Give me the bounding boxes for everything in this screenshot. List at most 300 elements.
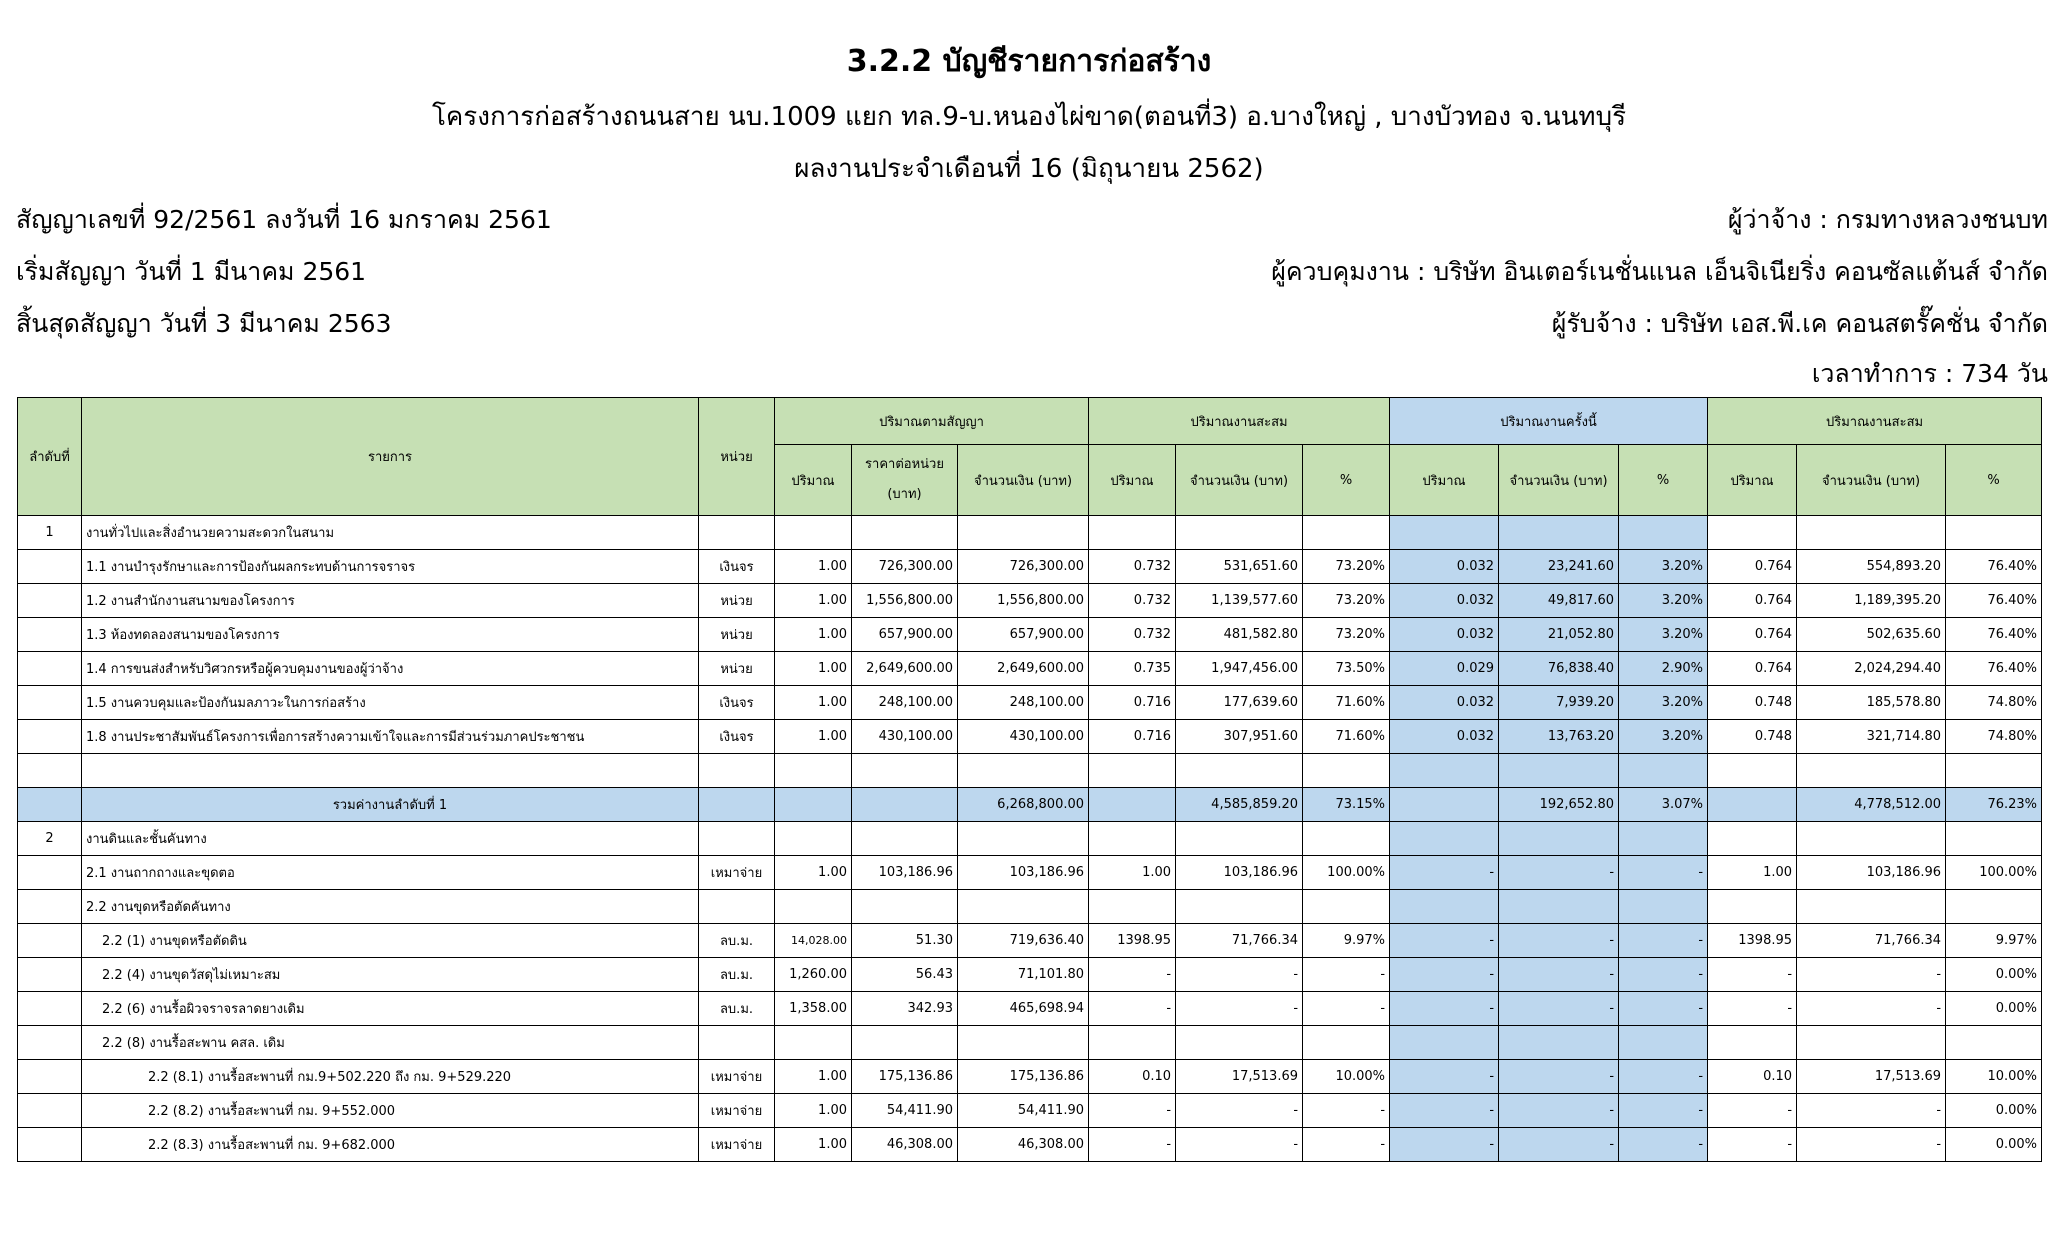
cell-c-amt	[958, 516, 1089, 550]
table-row	[18, 584, 2042, 618]
table-row	[18, 754, 2042, 788]
table-row	[18, 856, 2042, 890]
cell-t-qty: -	[1390, 924, 1499, 958]
cell-s-amt: 502,635.60	[1797, 618, 1946, 652]
cell-p-qty: 0.735	[1089, 652, 1176, 686]
cell-p-amt	[1176, 822, 1303, 856]
cell-t-qty: 0.032	[1390, 584, 1499, 618]
cell-t-amt: 21,052.80	[1499, 618, 1619, 652]
cell-s-amt	[1797, 1026, 1946, 1060]
cell-c-amt: 430,100.00	[958, 720, 1089, 754]
cell-s-amt: 71,766.34	[1797, 924, 1946, 958]
cell-no	[18, 992, 82, 1026]
cell-t-amt: -	[1499, 1060, 1619, 1094]
cell-item: 1.3 ห้องทดลองสนามของโครงการ	[82, 618, 699, 652]
cell-s-pct: 74.80%	[1946, 720, 2042, 754]
cell-c-amt: 248,100.00	[958, 686, 1089, 720]
cell-item: งานทั่วไปและสิ่งอำนวยความสะดวกในสนาม	[82, 516, 699, 550]
cell-t-amt: 192,652.80	[1499, 788, 1619, 822]
cell-t-amt: -	[1499, 958, 1619, 992]
cell-c-amt	[958, 822, 1089, 856]
cell-no	[18, 890, 82, 924]
cell-t-pct	[1619, 890, 1708, 924]
cell-item: 1.5 งานควบคุมและป้องกันมลภาวะในการก่อสร้าง	[82, 686, 699, 720]
header-pct: %	[1303, 445, 1390, 516]
cell-item: 2.2 (4) งานขุดวัสดุไม่เหมาะสม	[82, 958, 699, 992]
cell-s-amt: 4,778,512.00	[1797, 788, 1946, 822]
cell-t-pct: 3.20%	[1619, 686, 1708, 720]
cell-s-pct	[1946, 516, 2042, 550]
cell-c-price: 51.30	[852, 924, 958, 958]
cell-s-pct: 76.40%	[1946, 584, 2042, 618]
cell-t-amt	[1499, 822, 1619, 856]
cell-p-qty: -	[1089, 1094, 1176, 1128]
cell-c-qty: 1,358.00	[775, 992, 852, 1026]
cell-p-amt: 4,585,859.20	[1176, 788, 1303, 822]
cell-s-amt: 2,024,294.40	[1797, 652, 1946, 686]
table-row	[18, 1060, 2042, 1094]
cell-t-qty: 0.032	[1390, 686, 1499, 720]
cell-p-amt	[1176, 890, 1303, 924]
cell-s-qty: 1398.95	[1708, 924, 1797, 958]
cell-t-amt	[1499, 754, 1619, 788]
cell-t-pct: -	[1619, 992, 1708, 1026]
cell-p-amt: 531,651.60	[1176, 550, 1303, 584]
cell-s-amt: -	[1797, 1094, 1946, 1128]
cell-s-amt: -	[1797, 992, 1946, 1026]
cell-p-pct: 73.20%	[1303, 618, 1390, 652]
cell-unit	[699, 1026, 775, 1060]
cell-c-price	[852, 822, 958, 856]
cell-c-price: 46,308.00	[852, 1128, 958, 1162]
cell-s-amt: -	[1797, 1128, 1946, 1162]
header-pct: %	[1946, 445, 2042, 516]
cell-s-amt: 17,513.69	[1797, 1060, 1946, 1094]
cell-unit	[699, 822, 775, 856]
cell-item: 2.2 งานขุดหรือตัดคันทาง	[82, 890, 699, 924]
cell-s-qty: -	[1708, 992, 1797, 1026]
cell-c-price	[852, 754, 958, 788]
cell-s-pct	[1946, 822, 2042, 856]
cell-t-qty: -	[1390, 1060, 1499, 1094]
header-prev-group: ปริมาณงานสะสม	[1089, 398, 1390, 445]
cell-item: 2.1 งานถากถางและขุดตอ	[82, 856, 699, 890]
cell-p-amt: 71,766.34	[1176, 924, 1303, 958]
cell-p-qty: 0.716	[1089, 720, 1176, 754]
cell-p-qty: -	[1089, 958, 1176, 992]
cell-unit: เหมาจ่าย	[699, 1094, 775, 1128]
header-qty: ปริมาณ	[775, 445, 852, 516]
cell-c-qty	[775, 516, 852, 550]
cell-s-pct	[1946, 1026, 2042, 1060]
cell-unit	[699, 754, 775, 788]
cell-t-qty: 0.032	[1390, 618, 1499, 652]
cell-s-amt: -	[1797, 958, 1946, 992]
table-body	[18, 516, 2042, 1162]
cell-unit: เงินจร	[699, 720, 775, 754]
cell-s-pct: 74.80%	[1946, 686, 2042, 720]
cell-s-qty	[1708, 754, 1797, 788]
cell-no	[18, 618, 82, 652]
cell-p-amt	[1176, 754, 1303, 788]
cell-unit: หน่วย	[699, 618, 775, 652]
cell-t-pct: 2.90%	[1619, 652, 1708, 686]
cell-c-price: 56.43	[852, 958, 958, 992]
cell-p-pct: 73.20%	[1303, 584, 1390, 618]
cell-c-amt: 465,698.94	[958, 992, 1089, 1026]
cell-s-pct	[1946, 754, 2042, 788]
cell-p-pct: 71.60%	[1303, 720, 1390, 754]
cell-s-qty	[1708, 890, 1797, 924]
cell-t-amt	[1499, 1026, 1619, 1060]
table-row	[18, 958, 2042, 992]
header-amount: จำนวนเงิน (บาท)	[1176, 445, 1303, 516]
cell-s-pct	[1946, 890, 2042, 924]
cell-c-qty: 1.00	[775, 1128, 852, 1162]
cell-p-amt: 1,947,456.00	[1176, 652, 1303, 686]
cell-c-amt	[958, 1026, 1089, 1060]
document-title: 3.2.2 บัญชีรายการก่อสร้าง	[846, 44, 1212, 79]
cell-p-amt	[1176, 516, 1303, 550]
cell-unit: ลบ.ม.	[699, 924, 775, 958]
cell-p-amt: 177,639.60	[1176, 686, 1303, 720]
cell-no	[18, 754, 82, 788]
cell-item: 2.2 (6) งานรื้อผิวจราจรลาดยางเดิม	[82, 992, 699, 1026]
cell-no	[18, 584, 82, 618]
cell-s-amt: 103,186.96	[1797, 856, 1946, 890]
header-qty: ปริมาณ	[1390, 445, 1499, 516]
cell-no	[18, 1026, 82, 1060]
table-row	[18, 822, 2042, 856]
cell-p-pct	[1303, 754, 1390, 788]
cell-t-pct: -	[1619, 1060, 1708, 1094]
cell-unit	[699, 516, 775, 550]
cell-t-pct: -	[1619, 856, 1708, 890]
cell-p-qty	[1089, 788, 1176, 822]
cell-c-amt: 1,556,800.00	[958, 584, 1089, 618]
cell-c-price: 175,136.86	[852, 1060, 958, 1094]
cell-unit	[699, 788, 775, 822]
header-this-group: ปริมาณงานครั้งนี้	[1390, 398, 1708, 445]
cell-t-amt	[1499, 890, 1619, 924]
cell-p-amt: -	[1176, 1094, 1303, 1128]
cell-p-pct	[1303, 822, 1390, 856]
cell-p-amt: 103,186.96	[1176, 856, 1303, 890]
cell-no	[18, 856, 82, 890]
cell-p-qty	[1089, 822, 1176, 856]
table-row	[18, 992, 2042, 1026]
table-row	[18, 1128, 2042, 1162]
cell-c-amt: 2,649,600.00	[958, 652, 1089, 686]
cell-t-pct: -	[1619, 958, 1708, 992]
cell-s-pct: 0.00%	[1946, 958, 2042, 992]
table-row	[18, 720, 2042, 754]
cell-p-qty	[1089, 516, 1176, 550]
header-amount: จำนวนเงิน (บาท)	[1499, 445, 1619, 516]
cell-s-pct: 76.23%	[1946, 788, 2042, 822]
cell-p-pct: 73.20%	[1303, 550, 1390, 584]
cell-item: งานดินและชั้นคันทาง	[82, 822, 699, 856]
contract-number: สัญญาเลขที่ 92/2561 ลงวันที่ 16 มกราคม 2561	[16, 205, 552, 234]
cell-s-qty: 0.10	[1708, 1060, 1797, 1094]
cell-p-qty: 0.732	[1089, 584, 1176, 618]
cell-t-qty: 0.032	[1390, 550, 1499, 584]
cell-unit: เหมาจ่าย	[699, 1128, 775, 1162]
cell-t-amt: -	[1499, 992, 1619, 1026]
contractor: ผู้รับจ้าง : บริษัท เอส.พี.เค คอนสตรั๊คชั่น จำกัด	[1551, 309, 2048, 338]
cell-s-pct: 76.40%	[1946, 652, 2042, 686]
contract-start: เริ่มสัญญา วันที่ 1 มีนาคม 2561	[16, 257, 367, 286]
cell-t-pct	[1619, 822, 1708, 856]
cell-p-amt: 17,513.69	[1176, 1060, 1303, 1094]
cell-p-amt: 307,951.60	[1176, 720, 1303, 754]
cell-t-amt: -	[1499, 1094, 1619, 1128]
cell-p-pct	[1303, 1026, 1390, 1060]
working-duration: เวลาทำการ : 734 วัน	[1811, 359, 2048, 388]
cell-s-qty: -	[1708, 1094, 1797, 1128]
cell-s-pct: 10.00%	[1946, 1060, 2042, 1094]
cell-c-price: 248,100.00	[852, 686, 958, 720]
cell-t-qty	[1390, 890, 1499, 924]
employer: ผู้ว่าจ้าง : กรมทางหลวงชนบท	[1727, 205, 2048, 234]
cell-s-qty: -	[1708, 958, 1797, 992]
cell-unit: หน่วย	[699, 584, 775, 618]
cell-s-pct: 76.40%	[1946, 550, 2042, 584]
cell-p-qty: 1398.95	[1089, 924, 1176, 958]
cell-t-pct: 3.20%	[1619, 550, 1708, 584]
cell-no	[18, 1128, 82, 1162]
table-row	[18, 1094, 2042, 1128]
cell-p-pct: -	[1303, 1094, 1390, 1128]
contract-end: สิ้นสุดสัญญา วันที่ 3 มีนาคม 2563	[16, 309, 392, 338]
cell-t-amt	[1499, 516, 1619, 550]
cell-s-amt	[1797, 516, 1946, 550]
cell-c-amt: 657,900.00	[958, 618, 1089, 652]
cell-t-amt: 76,838.40	[1499, 652, 1619, 686]
cell-p-qty	[1089, 1026, 1176, 1060]
cell-t-qty	[1390, 1026, 1499, 1060]
cell-c-qty	[775, 1026, 852, 1060]
cell-t-qty: 0.032	[1390, 720, 1499, 754]
cell-s-pct: 0.00%	[1946, 992, 2042, 1026]
cell-p-pct: -	[1303, 1128, 1390, 1162]
table-row	[18, 652, 2042, 686]
cell-t-pct: -	[1619, 1128, 1708, 1162]
cell-c-price: 657,900.00	[852, 618, 958, 652]
cell-p-qty: 0.732	[1089, 550, 1176, 584]
cell-t-qty	[1390, 788, 1499, 822]
cell-t-qty: -	[1390, 958, 1499, 992]
construction-items-table	[17, 397, 2042, 1162]
cell-c-price: 103,186.96	[852, 856, 958, 890]
cell-s-pct: 76.40%	[1946, 618, 2042, 652]
cell-p-amt: -	[1176, 1128, 1303, 1162]
cell-c-amt: 54,411.90	[958, 1094, 1089, 1128]
cell-p-pct: 100.00%	[1303, 856, 1390, 890]
cell-c-price: 430,100.00	[852, 720, 958, 754]
header-item: รายการ	[82, 398, 699, 516]
cell-t-qty: -	[1390, 992, 1499, 1026]
cell-t-amt: 13,763.20	[1499, 720, 1619, 754]
cell-no	[18, 720, 82, 754]
cell-s-pct: 0.00%	[1946, 1128, 2042, 1162]
header-amount: จำนวนเงิน (บาท)	[1797, 445, 1946, 516]
cell-p-amt: -	[1176, 992, 1303, 1026]
cell-item: 2.2 (8.3) งานรื้อสะพานที่ กม. 9+682.000	[82, 1128, 699, 1162]
cell-c-amt: 719,636.40	[958, 924, 1089, 958]
cell-t-qty	[1390, 754, 1499, 788]
cell-p-qty: 1.00	[1089, 856, 1176, 890]
cell-t-amt: -	[1499, 856, 1619, 890]
cell-c-price: 2,649,600.00	[852, 652, 958, 686]
cell-p-qty: -	[1089, 992, 1176, 1026]
cell-no: 2	[18, 822, 82, 856]
cell-p-pct: -	[1303, 992, 1390, 1026]
cell-c-price: 1,556,800.00	[852, 584, 958, 618]
header-pct: %	[1619, 445, 1708, 516]
cell-item: 1.8 งานประชาสัมพันธ์โครงการเพื่อการสร้างความเข้าใจและการมีส่วนร่วมภาคประชาชน	[82, 720, 699, 754]
cell-c-qty: 1.00	[775, 1094, 852, 1128]
cell-s-qty: 0.764	[1708, 652, 1797, 686]
cell-t-pct: 3.20%	[1619, 618, 1708, 652]
cell-t-pct: -	[1619, 1094, 1708, 1128]
cell-item: 1.4 การขนส่งสำหรับวิศวกรหรือผู้ควบคุมงานของผู้ว่าจ้าง	[82, 652, 699, 686]
cell-item: 1.2 งานสำนักงานสนามของโครงการ	[82, 584, 699, 618]
cell-no	[18, 788, 82, 822]
cell-unit	[699, 890, 775, 924]
cell-c-price	[852, 890, 958, 924]
cell-unit: ลบ.ม.	[699, 958, 775, 992]
cell-p-pct: 73.50%	[1303, 652, 1390, 686]
cell-t-pct: 3.07%	[1619, 788, 1708, 822]
cell-c-qty	[775, 788, 852, 822]
cell-t-amt: 23,241.60	[1499, 550, 1619, 584]
cell-p-amt: 481,582.80	[1176, 618, 1303, 652]
cell-c-price: 726,300.00	[852, 550, 958, 584]
cell-no	[18, 1094, 82, 1128]
cell-item	[82, 754, 699, 788]
table-row	[18, 686, 2042, 720]
cell-t-pct	[1619, 1026, 1708, 1060]
cell-s-amt: 1,189,395.20	[1797, 584, 1946, 618]
subtotal-row	[18, 788, 2042, 822]
cell-t-amt: 7,939.20	[1499, 686, 1619, 720]
cell-t-pct: 3.20%	[1619, 584, 1708, 618]
cell-s-amt: 554,893.20	[1797, 550, 1946, 584]
cell-s-qty	[1708, 822, 1797, 856]
cell-unit: เงินจร	[699, 686, 775, 720]
cell-s-qty: 0.764	[1708, 618, 1797, 652]
cell-t-amt: 49,817.60	[1499, 584, 1619, 618]
cell-unit: เงินจร	[699, 550, 775, 584]
cell-p-amt: 1,139,577.60	[1176, 584, 1303, 618]
cell-c-qty: 1.00	[775, 720, 852, 754]
cell-s-qty	[1708, 516, 1797, 550]
cell-c-amt: 103,186.96	[958, 856, 1089, 890]
cell-t-qty: -	[1390, 856, 1499, 890]
table-row	[18, 516, 2042, 550]
cell-item: 2.2 (8.1) งานรื้อสะพานที่ กม.9+502.220 ถึง กม. 9+529.220	[82, 1060, 699, 1094]
cell-t-qty	[1390, 516, 1499, 550]
cell-c-qty: 1.00	[775, 1060, 852, 1094]
cell-s-pct: 100.00%	[1946, 856, 2042, 890]
table-row	[18, 890, 2042, 924]
project-name: โครงการก่อสร้างถนนสาย นบ.1009 แยก ทล.9-บ.หนองไผ่ขาด(ตอนที่3) อ.บางใหญ่ , บางบัวทอง จ.นนทบุรี	[431, 102, 1627, 132]
header-total-group: ปริมาณงานสะสม	[1708, 398, 2042, 445]
cell-c-qty	[775, 754, 852, 788]
cell-no	[18, 958, 82, 992]
cell-s-amt	[1797, 754, 1946, 788]
cell-unit: เหมาจ่าย	[699, 1060, 775, 1094]
cell-s-qty: 1.00	[1708, 856, 1797, 890]
cell-s-qty: 0.764	[1708, 584, 1797, 618]
cell-p-qty	[1089, 890, 1176, 924]
cell-c-qty: 1.00	[775, 652, 852, 686]
cell-c-amt: 71,101.80	[958, 958, 1089, 992]
cell-p-pct: -	[1303, 958, 1390, 992]
table-row	[18, 924, 2042, 958]
header-no: ลำดับที่	[18, 398, 82, 516]
cell-c-amt	[958, 890, 1089, 924]
cell-c-amt: 726,300.00	[958, 550, 1089, 584]
cell-c-amt: 46,308.00	[958, 1128, 1089, 1162]
cell-s-amt: 185,578.80	[1797, 686, 1946, 720]
cell-item: 2.2 (8.2) งานรื้อสะพานที่ กม. 9+552.000	[82, 1094, 699, 1128]
cell-no	[18, 1060, 82, 1094]
cell-p-amt: -	[1176, 958, 1303, 992]
header-amount: จำนวนเงิน (บาท)	[958, 445, 1089, 516]
cell-t-qty: 0.029	[1390, 652, 1499, 686]
header-contract-group: ปริมาณตามสัญญา	[775, 398, 1089, 445]
cell-s-pct: 9.97%	[1946, 924, 2042, 958]
cell-s-amt	[1797, 822, 1946, 856]
header-unit: หน่วย	[699, 398, 775, 516]
cell-c-qty	[775, 890, 852, 924]
cell-c-price	[852, 1026, 958, 1060]
cell-c-qty: 1.00	[775, 856, 852, 890]
cell-p-pct	[1303, 516, 1390, 550]
cell-no: 1	[18, 516, 82, 550]
cell-c-qty: 1.00	[775, 550, 852, 584]
cell-p-pct: 9.97%	[1303, 924, 1390, 958]
cell-p-qty: -	[1089, 1128, 1176, 1162]
cell-c-qty: 1.00	[775, 618, 852, 652]
cell-p-qty: 0.732	[1089, 618, 1176, 652]
cell-t-pct: -	[1619, 924, 1708, 958]
cell-s-amt: 321,714.80	[1797, 720, 1946, 754]
report-period: ผลงานประจำเดือนที่ 16 (มิถุนายน 2562)	[794, 154, 1264, 184]
cell-t-amt: -	[1499, 1128, 1619, 1162]
cell-s-qty: 0.748	[1708, 686, 1797, 720]
header-qty: ปริมาณ	[1089, 445, 1176, 516]
cell-s-qty	[1708, 788, 1797, 822]
cell-c-price	[852, 516, 958, 550]
cell-c-qty: 1.00	[775, 686, 852, 720]
cell-unit: หน่วย	[699, 652, 775, 686]
cell-s-qty	[1708, 1026, 1797, 1060]
cell-t-qty: -	[1390, 1128, 1499, 1162]
cell-t-pct	[1619, 516, 1708, 550]
table-row	[18, 618, 2042, 652]
cell-s-qty: 0.748	[1708, 720, 1797, 754]
supervisor: ผู้ควบคุมงาน : บริษัท อินเตอร์เนชั่นแนล เอ็นจิเนียริ่ง คอนซัลแต้นส์ จำกัด	[1271, 257, 2048, 286]
cell-c-qty: 1,260.00	[775, 958, 852, 992]
cell-c-amt: 175,136.86	[958, 1060, 1089, 1094]
cell-c-qty: 1.00	[775, 584, 852, 618]
cell-s-pct: 0.00%	[1946, 1094, 2042, 1128]
cell-item: รวมค่างานลำดับที่ 1	[82, 788, 699, 822]
cell-t-amt: -	[1499, 924, 1619, 958]
